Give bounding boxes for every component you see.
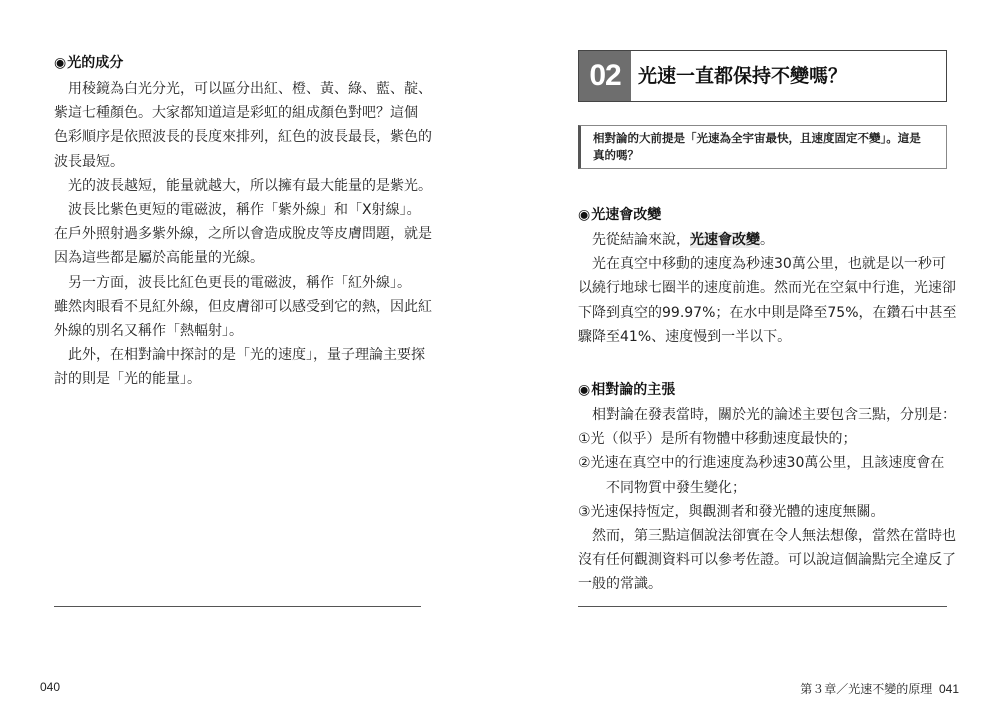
text-line: 外線的別名又稱作「熱輻射」。 <box>54 322 243 339</box>
page-number-left: 040 <box>40 680 61 694</box>
chapter-title: 第３章／光速不變的原理 <box>800 682 933 696</box>
bullet-circle-icon: ◉ <box>578 382 591 398</box>
left-body-text <box>54 77 432 391</box>
text-line: 不同物質中發生變化； <box>606 479 746 496</box>
running-footer <box>800 680 959 697</box>
text-line: 下降到真空的99.97%；在水中則是降至75%，在鑽石中甚至 <box>578 304 957 321</box>
conclusion-prefix: 先從結論來說， <box>592 232 690 248</box>
article-title-box <box>578 50 947 102</box>
bottom-rule <box>578 606 947 607</box>
text-line: 此外，在相對論中探討的是「光的速度」，量子理論主要探 <box>68 347 425 364</box>
text-line: 驟降至41%、速度慢到一半以下。 <box>578 328 792 345</box>
text-line: 一般的常識。 <box>578 576 662 593</box>
right-page <box>500 0 999 711</box>
section-heading-text: 光速會改變 <box>591 207 662 223</box>
text-line: 用稜鏡為白光分光，可以區分出紅、橙、黃、綠、藍、靛、 <box>68 81 432 97</box>
left-page <box>0 0 499 711</box>
section1-lines <box>578 252 957 349</box>
lead-line: 真的嗎？ <box>593 148 639 162</box>
section2-body-text <box>578 403 956 597</box>
text-line: 光的波長越短，能量就越大，所以擁有最大能量的是紫光。 <box>68 177 432 194</box>
section-heading-text: 相對論的主張 <box>591 382 676 398</box>
section-heading-text: 光的成分 <box>67 55 124 71</box>
text-line: 光在真空中移動的速度為秒速30萬公里，也就是以一秒可 <box>592 256 946 273</box>
text-line: 另一方面，波長比紅色更長的電磁波，稱作「紅外線」。 <box>68 274 411 291</box>
section-heading-light-components <box>54 53 123 73</box>
text-line: 然而，第三點這個說法卻實在令人無法想像，當然在當時也 <box>592 527 956 544</box>
lead-question-box <box>578 125 947 169</box>
text-line: 在戶外照射過多紫外線，之所以會造成脫皮等皮膚問題，就是 <box>54 226 432 243</box>
article-number: 02 <box>579 51 631 101</box>
text-line: 色彩順序是依照波長的長度來排列，紅色的波長最長，紫色的 <box>54 129 432 146</box>
conclusion-suffix: 。 <box>760 232 774 248</box>
text-line: 相對論在發表當時，關於光的論述主要包含三點，分別是： <box>592 407 956 423</box>
text-line: 波長最短。 <box>54 153 124 170</box>
text-line: 討的則是「光的能量」。 <box>54 371 201 388</box>
text-line: ①光（似乎）是所有物體中移動速度最快的； <box>578 431 857 448</box>
bullet-circle-icon: ◉ <box>54 55 67 71</box>
bullet-circle-icon: ◉ <box>578 207 591 223</box>
section1-conclusion-line <box>578 228 957 252</box>
lead-line: 相對論的大前提是「光速為全宇宙最快，且速度固定不變」。這是 <box>593 131 921 145</box>
page-number-right: 041 <box>938 682 959 696</box>
text-line: 波長比紫色更短的電磁波，稱作「紫外線」和「X射線」。 <box>68 201 421 218</box>
article-title: 光速一直都保持不變嗎？ <box>638 65 848 87</box>
text-line: 紫這七種顏色。大家都知道這是彩虹的組成顏色對吧？這個 <box>54 105 418 122</box>
section-heading-speed-changes <box>578 205 661 225</box>
text-line: 因為這些都是屬於高能量的光線。 <box>54 250 264 267</box>
text-line: 以繞行地球七圈半的速度前進。然而光在空氣中行進，光速卻 <box>578 280 956 297</box>
highlighted-conclusion: 光速會改變 <box>690 232 760 248</box>
text-line: 雖然肉眼看不見紅外線，但皮膚卻可以感受到它的熱，因此紅 <box>54 298 432 315</box>
bottom-rule <box>54 606 421 607</box>
section1-body-text <box>578 228 957 349</box>
section-heading-relativity-claims <box>578 380 675 400</box>
text-line: ③光速保持恆定，與觀測者和發光體的速度無關。 <box>578 503 885 520</box>
text-line: ②光速在真空中的行進速度為秒速30萬公里，且該速度會在 <box>578 455 945 472</box>
text-line: 沒有任何觀測資料可以參考佐證。可以說這個論點完全違反了 <box>578 552 956 569</box>
